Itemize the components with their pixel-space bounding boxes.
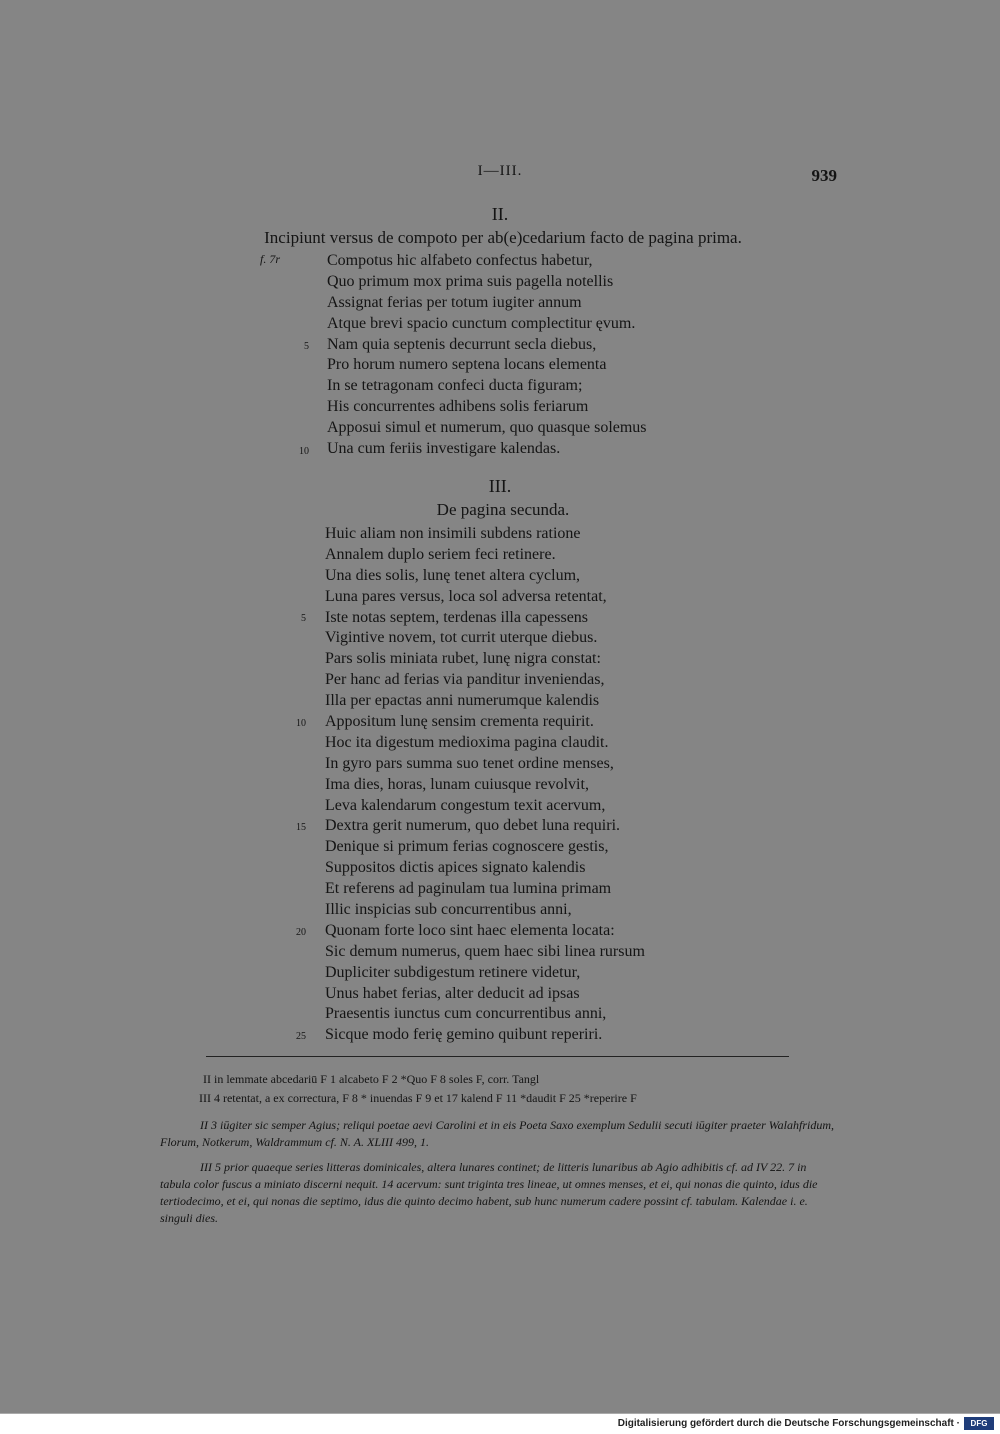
footer-bar bbox=[0, 1413, 1000, 1434]
verse-line: In se tetragonam confeci ducta figuram; bbox=[327, 377, 583, 395]
verse-line: Apposui simul et numerum, quo quasque solemus bbox=[327, 419, 647, 437]
verse-line: Nam quia septenis decurrunt secla diebus, bbox=[327, 335, 597, 353]
verse-line: Dupliciter subdigestum retinere videtur, bbox=[325, 963, 581, 981]
apparatus-line: III 4 retentat, a ex correctura, F 8 * inuendas F 9 et 17 kalend F 11 *daudit F 25 *reperire F bbox=[199, 1091, 637, 1105]
verse-line: Assignat ferias per totum iugiter annum bbox=[327, 293, 582, 311]
note-paragraph: III 5 prior quaeque series litteras dominicales, altera lunares continet; de litteris lunaribus ab Agio adhibitis cf. ad IV 22. 7 in tabula color fuscus a miniato discerni nequit. 14 acervum: sunt triginta tres lineae, ut omnes menses, et ei, qui nonas die quinto, idus die tertiodecimo, et ei, qui nonas die septimo, idus die quinto decimo habent, sub hunc numerum cadere possint cf. tabulam. Kalendae i. e. singuli dies. bbox=[160, 1160, 818, 1225]
section-3-verses bbox=[325, 524, 645, 1046]
line-number: 10 bbox=[296, 718, 306, 729]
verse-line: In gyro pars summa suo tenet ordine menses, bbox=[325, 754, 614, 772]
verse-line: Ima dies, horas, lunam cuiusque revolvit, bbox=[325, 775, 589, 793]
dfg-logo: DFG bbox=[964, 1417, 994, 1430]
section-3-title: De pagina secunda. bbox=[436, 500, 570, 519]
note-paragraph: II 3 iūgiter sic semper Agius; reliqui poetae aevi Carolini et in eis Poeta Saxo exemplum Sedulii secuti iūgiter praeter Walahfridum, Florum, Notkerum, Waldrammum cf. N. A. XLIII 499, 1. bbox=[160, 1118, 835, 1149]
verse-line: Una cum feriis investigare kalendas. bbox=[327, 440, 561, 458]
line-number: 5 bbox=[301, 613, 306, 624]
verse-line: Praesentis iunctus cum concurrentibus anni, bbox=[325, 1005, 607, 1023]
verse-line: Suppositos dictis apices signato kalendis bbox=[325, 859, 586, 877]
line-number: 10 bbox=[299, 446, 309, 457]
verse-line: His concurrentes adhibens solis feriarum bbox=[327, 398, 589, 416]
verse-line: Pars solis miniata rubet, lunę nigra constat: bbox=[325, 650, 601, 668]
verse-line: Hoc ita digestum medioxima pagina claudit. bbox=[325, 733, 609, 751]
verse-line: Denique si primum ferias cognoscere gestis, bbox=[325, 838, 609, 856]
verse-line: Annalem duplo seriem feci retinere. bbox=[325, 545, 556, 563]
section-2-verses bbox=[327, 251, 647, 460]
verse-line: Compotus hic alfabeto confectus habetur, bbox=[327, 252, 593, 269]
verse-line: Illa per epactas anni numerumque kalendis bbox=[325, 692, 600, 710]
verse-line: Vigintive novem, tot currit uterque diebus. bbox=[325, 629, 598, 647]
section-3-number: III. bbox=[488, 476, 512, 496]
line-number: 5 bbox=[304, 341, 309, 352]
verse-line: Sicque modo ferię gemino quibunt reperiri. bbox=[325, 1026, 603, 1044]
verse-line: Per hanc ad ferias via panditur inveniendas, bbox=[325, 671, 605, 689]
section-2-number: II. bbox=[491, 204, 509, 224]
footnote-rule bbox=[206, 1056, 789, 1057]
verse-line: Pro horum numero septena locans elementa bbox=[327, 356, 607, 374]
verse-line: Quo primum mox prima suis pagella notellis bbox=[327, 272, 614, 290]
line-number: 20 bbox=[296, 927, 306, 938]
verse-line: Unus habet ferias, alter deducit ad ipsas bbox=[325, 984, 580, 1002]
running-head: I—III. bbox=[477, 163, 523, 179]
verse-line: Iste notas septem, terdenas illa capessens bbox=[325, 608, 589, 626]
verse-line: Luna pares versus, loca sol adversa retentat, bbox=[325, 587, 607, 605]
verse-line: Appositum lunę sensim crementa requirit. bbox=[325, 713, 594, 731]
verse-line: Et referens ad paginulam tua lumina primam bbox=[325, 880, 612, 898]
verse-line: Leva kalendarum congestum texit acervum, bbox=[325, 796, 606, 814]
verse-line: Una dies solis, lunę tenet altera cyclum, bbox=[325, 566, 581, 584]
verse-line: Huic aliam non insimili subdens ratione bbox=[325, 525, 581, 542]
funding-notice: Digitalisierung gefördert durch die Deutsche Forschungsgemeinschaft · bbox=[617, 1418, 960, 1429]
line-number: 25 bbox=[296, 1031, 306, 1042]
page-number: 939 bbox=[811, 166, 837, 185]
folio-marker: f. 7r bbox=[260, 252, 281, 266]
verse-line: Quonam forte loco sint haec elementa locata: bbox=[325, 921, 615, 939]
verse-line: Illic inspicias sub concurrentibus anni, bbox=[325, 901, 572, 919]
verse-line: Dextra gerit numerum, quo debet luna requiri. bbox=[325, 817, 621, 835]
verse-line: Atque brevi spacio cunctum complectitur ęvum. bbox=[327, 314, 636, 332]
apparatus-line: II in lemmate abcedariū F 1 alcabeto F 2 *Quo F 8 soles F, corr. Tangl bbox=[203, 1072, 540, 1086]
line-number: 15 bbox=[296, 822, 306, 833]
verse-line: Sic demum numerus, quem haec sibi linea rursum bbox=[325, 942, 645, 960]
section-2-title: Incipiunt versus de compoto per ab(e)cedarium facto de pagina prima. bbox=[264, 228, 742, 247]
